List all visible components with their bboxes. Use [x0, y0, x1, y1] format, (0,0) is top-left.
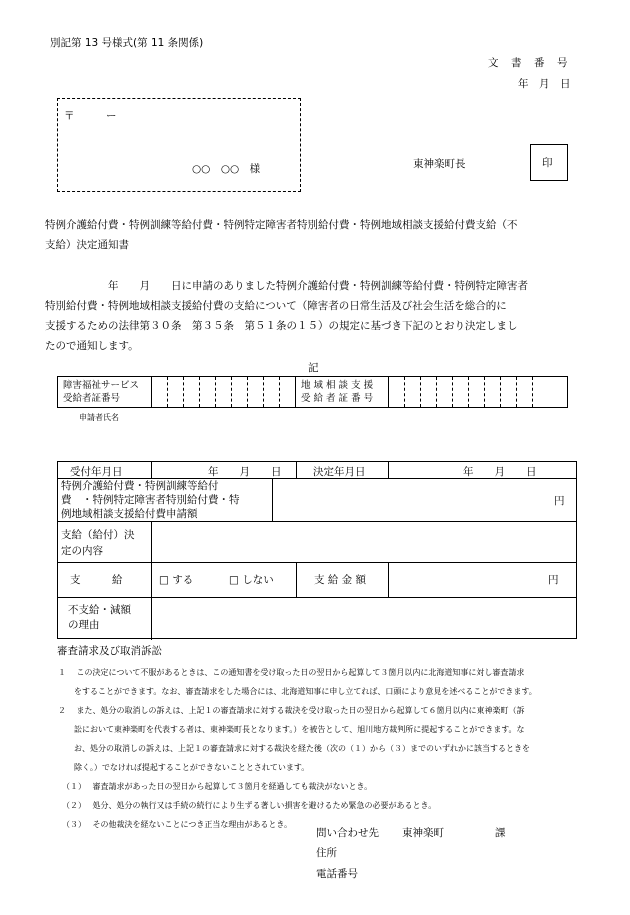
- reason-label: 不支給・減額 の理由: [68, 604, 131, 631]
- postal-mark: 〒 ー: [64, 110, 117, 122]
- contact-phone-label: 電話番号: [316, 868, 358, 880]
- seal-mark: 印: [542, 157, 553, 169]
- applied-amount-label: 特例介護給付費・特例訓練等給付 費 ・特例特定障害者特別給付費・特 例地域相談支援給付費申請額: [61, 480, 240, 520]
- applied-amount-unit: 円: [554, 495, 565, 507]
- decision-table: [57, 461, 577, 639]
- decision-content-label: 支給（給付）決 定の内容: [61, 529, 135, 557]
- contact-address-label: 住所: [316, 847, 337, 859]
- sender-name: 東神楽町長: [413, 158, 466, 170]
- decision-date-value: 年 月 日: [463, 466, 537, 478]
- payment-no-checkbox[interactable]: □ しない: [229, 574, 274, 586]
- decision-date-label: 決定年月日: [313, 466, 366, 478]
- document-title: 特例介護給付費・特例訓練等給付費・特例特定障害者特別給付費・特例地域相談支援給付費支給（不 支給）決定通知書: [45, 219, 518, 251]
- receipt-date-value: 年 月 日: [208, 466, 282, 478]
- payment-amount-label: 支 給 金 額: [314, 574, 367, 586]
- addressee: ○○ ○○ 様: [192, 163, 261, 175]
- regional-id-label: 地 域 相 談 支 援 受 給 者 証 番 号: [301, 380, 374, 404]
- payment-yes-checkbox[interactable]: □ する: [159, 574, 194, 586]
- form-id: 別記第 13 号様式(第 11 条関係): [50, 37, 204, 49]
- seal-box: [530, 144, 568, 181]
- payment-amount-unit: 円: [548, 574, 559, 586]
- id-number-table: [57, 376, 568, 408]
- appeal-heading: 審査請求及び取消訴訟: [57, 645, 162, 657]
- body-text: 年 月 日に申請のありました特例介護給付費・特例訓練等給付費・特例特定障害者 特別給付費・特例地域相談支援給付費の支給について（障害者の日常生活及び社会生活を総合的に 支援するための法律第３０条 第３５条 第５１条の１５）の規定に基づき下記のとおり決定しまし たので通知します。: [45, 280, 528, 352]
- contact-label: 問い合わせ先: [316, 827, 379, 839]
- welfare-id-label: 障害福祉サービス 受給者証番号: [63, 380, 140, 404]
- address-box: [57, 98, 301, 192]
- date-label: 年 月 日: [518, 78, 571, 90]
- appeal-notes: １ この決定について不服があるときは、この通知書を受け取った日の翌日から起算して３箇月以内に北海道知事に対し審査請求 をすることができます。なお、審査請求をした場合には、北海道知事に申し立てれば、口頭により意見を述べることができます。 ２ また、処分の取消しの訴えは、上記１の審査請求に対する裁決を受け取った日の翌日から起算して６箇月以内に東神楽町（訴 訟において東神楽町を代表する者は、東神楽町長となります。）を被告として、旭川地方裁判所に提起することができます。な お、処分の取消しの訴えは、上記１の審査請求に対する裁決を経た後（次の（１）から（３）までのいずれかに該当するときを 除く。）でなければ提起することができないこととされています。 （１） 審査請求があった日の翌日から起算して３箇月を経過しても裁決がないとき。 （２） 処分、処分の執行又は手続の続行により生ずる著しい損害を避けるため緊急の必要があるとき。 （３） その他裁決を経ないことにつき正当な理由があるとき。: [58, 668, 537, 829]
- payment-label: 支 給: [70, 574, 123, 586]
- contact-section: 課: [495, 827, 506, 839]
- ki-mark: 記: [308, 362, 319, 374]
- receipt-date-label: 受付年月日: [70, 466, 123, 478]
- applicant-name-label: 申請者氏名: [79, 413, 119, 422]
- contact-town: 東神楽町: [402, 827, 444, 839]
- document-number-label: 文 書 番 号: [488, 57, 569, 69]
